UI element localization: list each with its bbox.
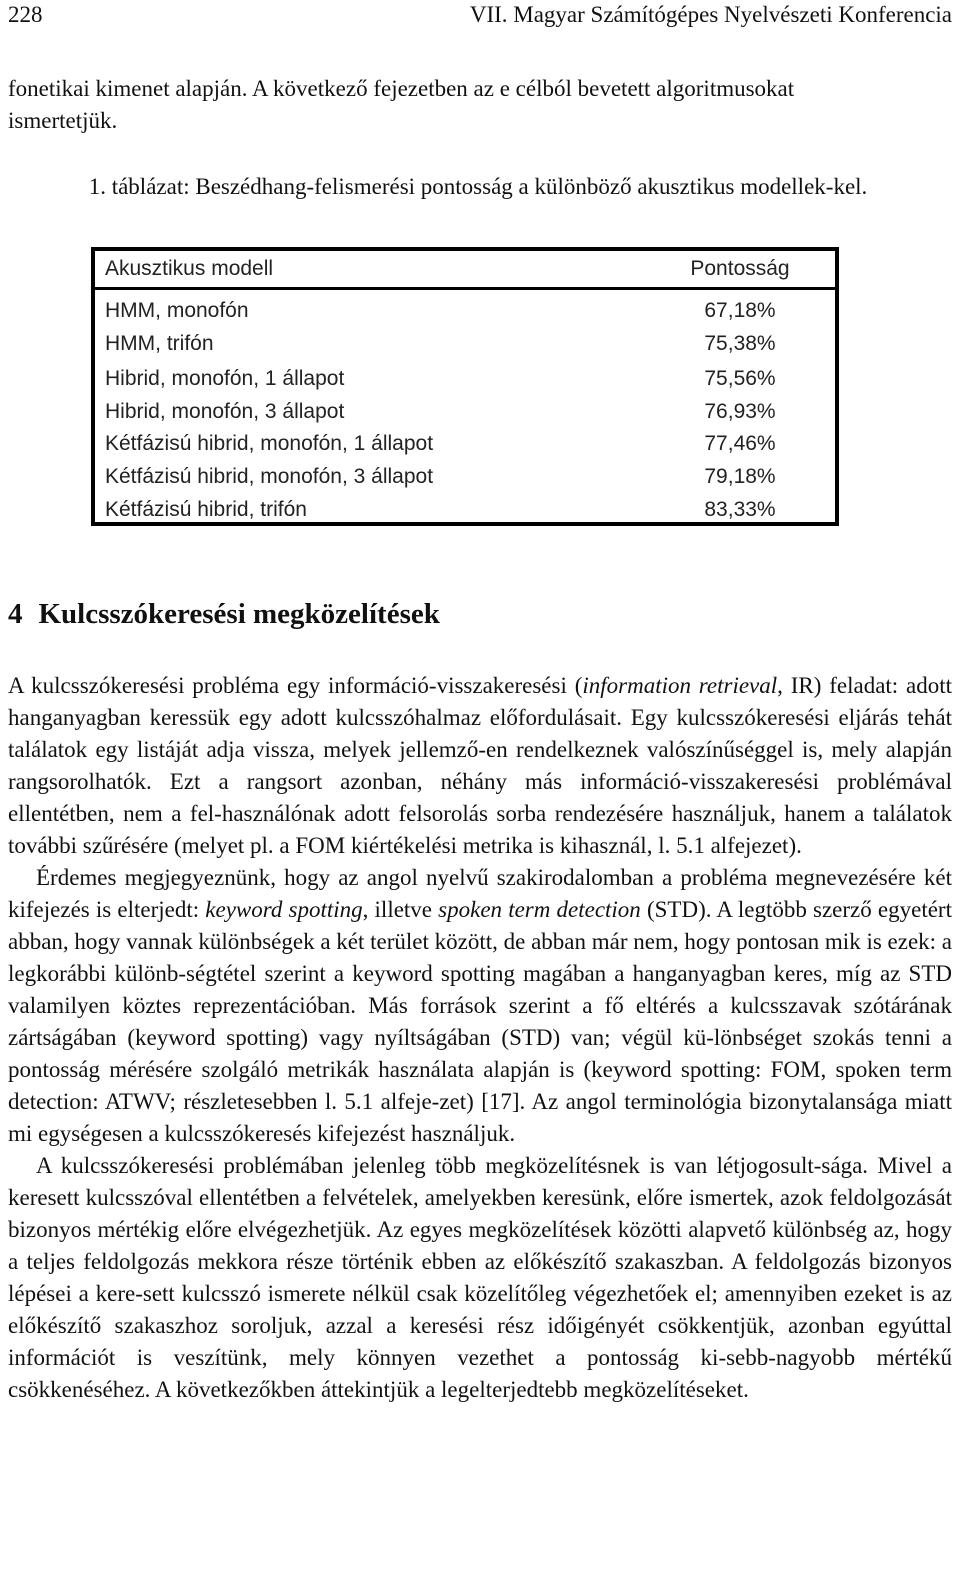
table-row [95,493,835,526]
table-caption: 1. táblázat: Beszédhang-felismerési pontosság a különböző akusztikus modellek-kel. [88,174,868,199]
cell-model: HMM, trifón [105,332,214,355]
column-header-model: Akusztikus modell [105,257,274,280]
cell-accuracy: 75,38% [704,332,776,355]
table-group-two-phase [95,427,835,526]
paragraph-2-term-2: spoken term detection [438,897,641,922]
results-table [91,247,839,526]
paragraph-1-text-b: , IR) feladat: adott hanganyagban keressük egy adott kulcsszóhalmaz előfordulásait. Egy kulcsszókeresési eljárás tehát találatok egy listáját adja vissza, melyek jellemző-en rendelkeznek valószínűséggel is, mely alapján rangsorolhatók. Ezt a rangsort azonban, néhány más információ-visszakeresési problémával ellentétben, nem a fel-használónak adott felsorolás sorba rendezésére használjuk, hanem a találatok további szűrésére (melyet pl. a FOM kiértékelési metrika is kihasznál, l. 5.1 alfejezet). [8,673,952,858]
cell-model: Kétfázisú hibrid, trifón [105,498,307,521]
paragraph-1-term: information retrieval [582,673,778,698]
intro-line-2: ismertetjük. [8,108,118,133]
paragraph-3: A kulcsszókeresési problémában jelenleg több megközelítésnek is van létjogosult-sága. Mivel a keresett kulcsszóval ellentétben a felvételek, amelyekben keresünk, előre ismertek, azok feldolgozását bizonyos mértékig előre elvégezhetjük. Az egyes megközelítések közötti alapvető különbség az, hogy a teljes feldolgozás mekkora része történik ebben az előkészítő szakaszban. A feldolgozás bizonyos lépései a kere-sett kulcsszó ismerete nélkül csak közelítőleg végezhetőek el; amennyiben ezeket is az előkészítő szakaszhoz soroljuk, azzal a keresési rész időigényét csökkentjük, azonban egyúttal információt is veszítünk, mely könnyen vezethet a pontosság ki-sebb-nagyobb mértékű csökkenéséhez. A következőkben áttekintjük a legelterjedtebb megközelítéseket. [8,1153,952,1402]
table-row [95,327,835,360]
table-row [95,427,835,460]
table-row [95,395,835,428]
cell-accuracy: 75,56% [704,367,776,390]
cell-accuracy: 77,46% [704,432,776,455]
table-group-hmm [95,294,835,360]
section-heading [8,596,952,632]
cell-model: Hibrid, monofón, 3 állapot [105,400,345,423]
cell-model: Kétfázisú hibrid, monofón, 3 állapot [105,465,434,488]
table-row [95,460,835,493]
intro-paragraph [8,73,952,137]
paragraph-1-text-a: A kulcsszókeresési probléma egy információ-visszakeresési ( [8,673,583,698]
section-title: Kulcsszókeresési megközelítések [38,598,440,630]
paragraph-1 [8,670,952,862]
paragraph-2-text-a: Érdemes megjegyeznünk, hogy az angol nyelvű szakirodalomban a probléma megnevezésére két kifejezés is elterjedt: [8,865,952,922]
page-number: 228 [8,2,43,27]
table-row [95,362,835,395]
cell-accuracy: 76,93% [704,400,776,423]
cell-accuracy: 67,18% [704,299,776,322]
cell-model: Hibrid, monofón, 1 állapot [105,367,345,390]
table-row [95,294,835,327]
table-group-hybrid [95,362,835,428]
running-title: VII. Magyar Számítógépes Nyelvészeti Konferencia [469,2,952,27]
cell-accuracy: 83,33% [704,498,776,521]
section-body [8,670,952,1406]
cell-accuracy: 79,18% [704,465,776,488]
cell-model: HMM, monofón [105,299,249,322]
page-header [8,0,952,30]
column-header-accuracy: Pontosság [690,257,790,280]
paragraph-2-text-b: , illetve [362,897,439,922]
paragraph-2-term-1: keyword spotting [205,897,363,922]
table-divider [95,287,835,290]
cell-model: Kétfázisú hibrid, monofón, 1 állapot [105,432,434,455]
intro-line-1: fonetikai kimenet alapján. A következő fejezetben az e célból bevetett algoritmusokat [8,76,795,101]
section-number: 4 [8,598,23,630]
paragraph-2-text-c: (STD). A legtöbb szerző egyetért abban, hogy vannak különbségek a két terület között, de abban már nem, hogy pontosan mik is ezek: a legkorábbi különb-ségtétel szerint a keyword spotting magában a hanganyagban keres, míg az STD valamilyen köztes reprezentációban. Más források szerint a fő eltérés a kulcsszavak szótárának zártságában (keyword spotting) vagy nyíltságában (STD) van; végül kü-lönbséget szokás tenni a pontosság mérésére szolgáló metrikák használata alapján is (keyword spotting: FOM, spoken term detection: ATWV; részletesebben l. 5.1 alfeje-zet) [17]. Az angol terminológia bizonytalansága miatt mi egységesen a kulcsszókeresés kifejezést használjuk. [8,897,953,1146]
table-header-row [95,257,835,285]
paragraph-2 [8,862,952,1150]
